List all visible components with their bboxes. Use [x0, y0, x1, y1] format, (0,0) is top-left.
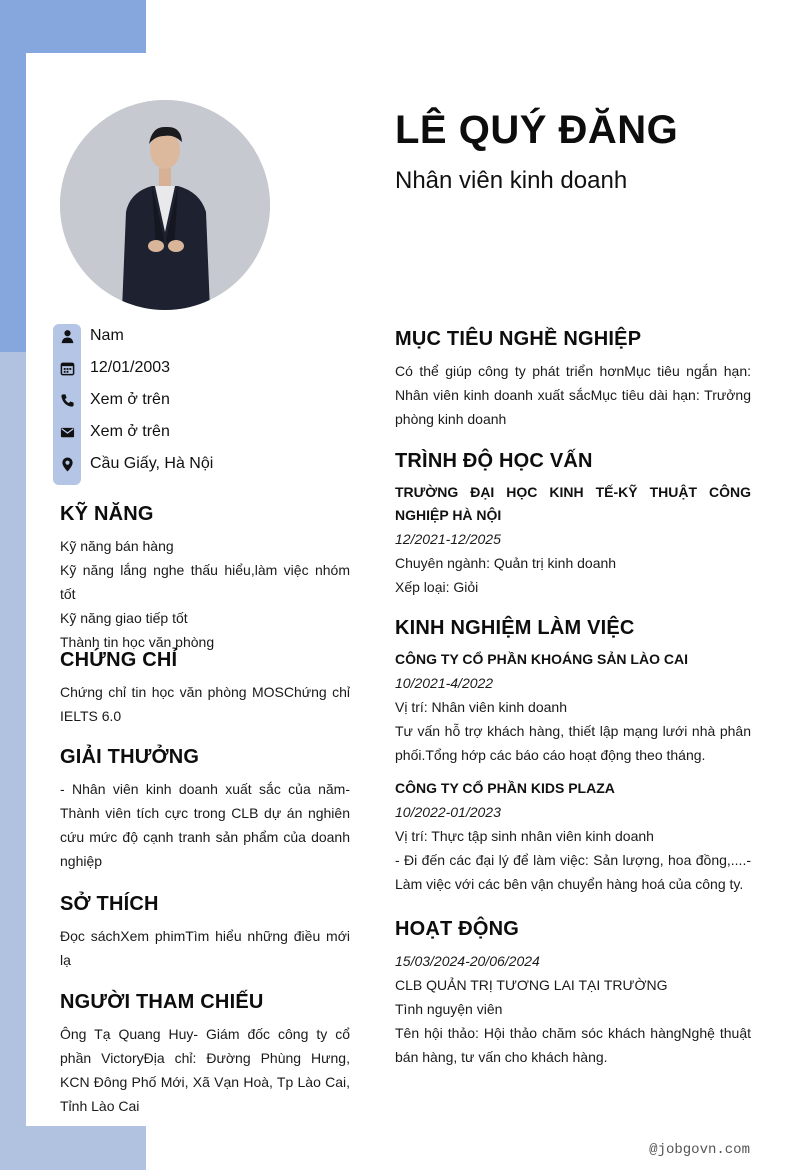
accent-strip-side	[0, 352, 26, 1170]
contact-birthday-text: 12/01/2003	[90, 359, 171, 376]
watermark-text: @jobgovn.com	[649, 1142, 750, 1158]
job-position: Vị trí: Nhân viên kinh doanh	[395, 699, 567, 715]
objective-section	[395, 328, 751, 431]
skill-item: Kỹ năng bán hàng	[60, 538, 174, 554]
hobbies-text: Đọc sáchXem phimTìm hiểu những điều mới lạ	[60, 928, 350, 968]
objective-title: MỤC TIÊU NGHỀ NGHIỆP	[395, 328, 642, 350]
location-pin-icon	[53, 457, 81, 472]
experience-title: KINH NGHIỆM LÀM VIỆC	[395, 617, 635, 639]
hobbies-section	[60, 893, 350, 972]
skill-item: Kỹ năng giao tiếp tốt	[60, 610, 188, 626]
contact-gender	[53, 321, 124, 351]
certificates-title: CHỨNG CHỈ	[60, 649, 178, 671]
references-title: NGƯỜI THAM CHIẾU	[60, 991, 264, 1013]
skill-item: Kỹ năng lắng nghe thấu hiểu,làm việc nhóm tốt	[60, 562, 350, 602]
job-title: Nhân viên kinh doanh	[395, 167, 628, 194]
job-period: 10/2021-4/2022	[395, 675, 494, 691]
references-text: Ông Tạ Quang Huy- Giám đốc công ty cổ phần VictoryĐịa chỉ: Đường Phùng Hưng, KCN Đông Phố Mới, Xã Vạn Hoà, Tp Lào Cai, Tỉnh Lào Cai	[60, 1026, 350, 1114]
experience-item	[395, 648, 751, 767]
job-description: Tư vấn hỗ trợ khách hàng, thiết lập mạng lưới nhà phân phối.Tổng hớp các báo cáo hoạt động theo tháng.	[395, 723, 751, 763]
activities-section	[395, 918, 751, 1069]
education-section	[395, 450, 751, 599]
job-description: - Đi đến các đại lý để làm việc: Sản lượng, hoa đồng,....- Làm việc với các bên vận chuyển hàng hoá của công ty.	[395, 852, 751, 892]
activities-title: HOẠT ĐỘNG	[395, 918, 520, 940]
profile-photo-icon	[60, 100, 270, 310]
experience-section	[395, 617, 751, 896]
job-period: 10/2022-01/2023	[395, 804, 501, 820]
skills-list	[60, 534, 350, 654]
calendar-icon	[53, 361, 81, 376]
skills-section	[60, 503, 350, 654]
contact-email-text: Xem ở trên	[90, 423, 170, 440]
company-name: CÔNG TY CỔ PHẦN KIDS PLAZA	[395, 780, 615, 796]
mail-icon	[53, 425, 81, 440]
activity-description: Tên hội thảo: Hội thảo chăm sóc khách hàngNghệ thuật bán hàng, tư vấn cho khách hàng.	[395, 1025, 751, 1065]
education-grade: Xếp loại: Giỏi	[395, 579, 479, 595]
person-icon	[53, 329, 81, 344]
avatar	[60, 100, 270, 310]
contact-phone-text: Xem ở trên	[90, 391, 170, 408]
company-name: CÔNG TY CỔ PHẦN KHOÁNG SẢN LÀO CAI	[395, 651, 688, 667]
job-position: Vị trí: Thực tập sinh nhân viên kinh doanh	[395, 828, 654, 844]
school-name: TRƯỜNG ĐẠI HỌC KINH TẾ-KỸ THUẬT CÔNG NGHIỆP HÀ NỘI	[395, 484, 751, 523]
contact-address-text: Cầu Giấy, Hà Nội	[90, 455, 214, 472]
certificates-text: Chứng chỉ tin học văn phòng MOSChứng chỉ IELTS 6.0	[60, 684, 350, 724]
hobbies-title: SỞ THÍCH	[60, 893, 159, 915]
education-title: TRÌNH ĐỘ HỌC VẤN	[395, 450, 593, 472]
candidate-name: LÊ QUÝ ĐĂNG	[395, 108, 679, 152]
awards-section	[60, 746, 350, 873]
experience-item	[395, 777, 751, 896]
activity-role: Tình nguyện viên	[395, 1001, 503, 1017]
accent-block-bottom	[0, 1126, 146, 1170]
objective-text: Có thể giúp công ty phát triển hơnMục tiêu ngắn hạn: Nhân viên kinh doanh xuất sắcMục tiêu dài hạn: Trưởng phòng kinh doanh	[395, 363, 751, 427]
activity-organization: CLB QUẢN TRỊ TƯƠNG LAI TẠI TRƯỜNG	[395, 977, 668, 993]
contact-gender-text: Nam	[90, 327, 124, 344]
awards-text: - Nhân viên kinh doanh xuất sắc của năm- Thành viên tích cực trong CLB dự án nghiên cứu mức độ cạnh tranh sản phẩm của doanh nghiệp	[60, 781, 350, 869]
skills-title: KỸ NĂNG	[60, 503, 154, 525]
awards-title: GIẢI THƯỞNG	[60, 746, 200, 768]
references-section	[60, 991, 350, 1118]
activity-period: 15/03/2024-20/06/2024	[395, 953, 540, 969]
skill-item: Thành tin học văn phòng	[60, 634, 215, 650]
contact-phone	[53, 385, 170, 415]
contact-address	[53, 449, 213, 479]
certificates-section	[60, 649, 350, 728]
contact-email	[53, 417, 170, 447]
contact-birthday	[53, 353, 170, 383]
phone-icon	[53, 393, 81, 408]
education-period: 12/2021-12/2025	[395, 531, 501, 547]
education-major: Chuyên ngành: Quản trị kinh doanh	[395, 555, 617, 571]
